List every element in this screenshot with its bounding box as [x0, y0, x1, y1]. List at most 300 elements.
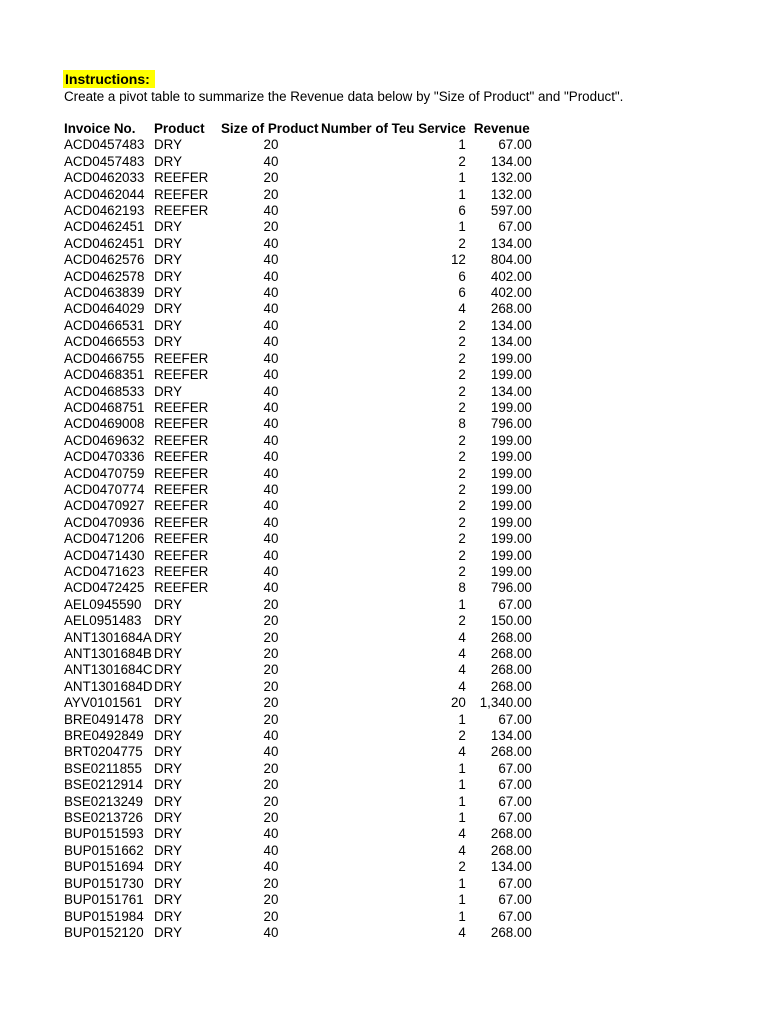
cell-size-of-product[interactable]: 20 — [263, 678, 279, 694]
table-row — [64, 531, 532, 547]
table-row — [64, 400, 532, 416]
cell-product[interactable]: REEFER — [154, 449, 209, 465]
cell-size-of-product[interactable]: 20 — [263, 777, 279, 793]
cell-number-of-teu-service[interactable]: 1 — [458, 892, 466, 908]
cell-revenue[interactable]: 796.00 — [490, 580, 532, 596]
header-product[interactable]: Product — [154, 121, 205, 136]
cell-revenue[interactable]: 268.00 — [490, 646, 532, 661]
cell-revenue[interactable]: 134.00 — [490, 317, 532, 333]
cell-number-of-teu-service[interactable]: 2 — [458, 613, 466, 629]
table-row — [64, 301, 532, 317]
table-row — [64, 203, 532, 219]
cell-revenue[interactable]: 67.00 — [498, 777, 532, 793]
revenue-data-table — [64, 121, 532, 941]
cell-number-of-teu-service[interactable]: 1 — [458, 777, 466, 793]
cell-size-of-product[interactable]: 40 — [263, 531, 279, 547]
cell-product[interactable]: REEFER — [154, 547, 209, 563]
cell-invoice-no[interactable]: ACD0471430 — [64, 547, 145, 563]
cell-invoice-no[interactable]: ACD0462576 — [64, 252, 145, 268]
cell-number-of-teu-service[interactable]: 6 — [458, 268, 466, 284]
cell-size-of-product[interactable]: 40 — [263, 744, 279, 760]
table-row — [64, 630, 532, 646]
cell-product[interactable]: REEFER — [154, 531, 209, 547]
cell-size-of-product[interactable]: 40 — [263, 924, 279, 940]
table-row — [64, 695, 532, 711]
cell-invoice-no[interactable]: ACD0470927 — [64, 498, 145, 514]
cell-revenue[interactable]: 132.00 — [490, 186, 532, 202]
cell-size-of-product[interactable]: 20 — [263, 170, 279, 186]
cell-invoice-no[interactable]: ACD0466531 — [64, 317, 145, 333]
cell-invoice-no[interactable]: BUP0152120 — [64, 924, 144, 940]
table-row — [64, 777, 532, 793]
cell-invoice-no[interactable]: ACD0472425 — [64, 580, 145, 596]
cell-invoice-no[interactable]: BUP0151593 — [64, 826, 144, 842]
cell-size-of-product[interactable]: 20 — [263, 875, 279, 891]
cell-number-of-teu-service[interactable]: 2 — [458, 449, 466, 465]
cell-number-of-teu-service[interactable]: 2 — [458, 367, 466, 383]
cell-size-of-product[interactable]: 40 — [263, 268, 279, 284]
table-row — [64, 154, 532, 170]
cell-number-of-teu-service[interactable]: 6 — [458, 285, 466, 301]
cell-size-of-product[interactable]: 40 — [263, 547, 279, 563]
cell-invoice-no[interactable]: BRT0204775 — [64, 744, 143, 760]
cell-product[interactable]: DRY — [154, 613, 183, 629]
cell-invoice-no[interactable]: ACD0468751 — [64, 399, 145, 415]
cell-product[interactable]: REEFER — [154, 170, 209, 186]
cell-invoice-no[interactable]: ACD0468351 — [64, 367, 145, 383]
cell-product[interactable]: DRY — [154, 924, 183, 940]
cell-size-of-product[interactable]: 40 — [263, 432, 279, 448]
cell-revenue[interactable]: 199.00 — [490, 449, 532, 465]
cell-number-of-teu-service[interactable]: 2 — [458, 728, 466, 744]
cell-revenue[interactable]: 268.00 — [490, 629, 532, 645]
cell-product[interactable]: DRY — [154, 153, 183, 169]
cell-number-of-teu-service[interactable]: 2 — [458, 350, 466, 366]
cell-invoice-no[interactable]: BSE0211855 — [64, 760, 142, 776]
cell-number-of-teu-service[interactable]: 2 — [458, 465, 466, 481]
table-row — [64, 219, 532, 235]
cell-product[interactable]: REEFER — [154, 481, 209, 497]
cell-number-of-teu-service[interactable]: 1 — [458, 810, 466, 826]
cell-size-of-product[interactable]: 20 — [263, 810, 279, 826]
cell-product[interactable]: DRY — [154, 235, 183, 251]
table-header-row — [64, 121, 532, 137]
cell-number-of-teu-service[interactable]: 2 — [458, 235, 466, 251]
cell-size-of-product[interactable]: 40 — [263, 449, 279, 465]
cell-product[interactable]: DRY — [154, 744, 183, 760]
cell-revenue[interactable]: 268.00 — [490, 842, 532, 858]
cell-invoice-no[interactable]: BRE0491478 — [64, 711, 144, 727]
cell-product[interactable]: REEFER — [154, 580, 209, 596]
cell-revenue[interactable]: 199.00 — [490, 350, 532, 366]
cell-product[interactable]: DRY — [154, 646, 183, 661]
table-row — [64, 580, 532, 596]
cell-product[interactable]: REEFER — [154, 186, 209, 202]
cell-invoice-no[interactable]: ACD0470336 — [64, 449, 145, 465]
cell-revenue[interactable]: 268.00 — [490, 744, 532, 760]
cell-number-of-teu-service[interactable]: 2 — [458, 563, 466, 579]
cell-product[interactable]: DRY — [154, 678, 183, 694]
cell-number-of-teu-service[interactable]: 1 — [458, 793, 466, 809]
cell-product[interactable]: REEFER — [154, 367, 209, 383]
cell-revenue[interactable]: 67.00 — [498, 892, 532, 908]
cell-product[interactable]: DRY — [154, 842, 183, 858]
table-row — [64, 744, 532, 760]
cell-product[interactable]: REEFER — [154, 465, 209, 481]
table-row — [64, 433, 532, 449]
cell-size-of-product[interactable]: 40 — [263, 728, 279, 744]
cell-product[interactable]: DRY — [154, 760, 183, 776]
cell-invoice-no[interactable]: ACD0464029 — [64, 301, 145, 317]
cell-invoice-no[interactable]: ACD0466553 — [64, 334, 145, 350]
table-row — [64, 269, 532, 285]
cell-product[interactable]: DRY — [154, 252, 183, 268]
cell-revenue[interactable]: 199.00 — [490, 367, 532, 383]
cell-size-of-product[interactable]: 40 — [263, 416, 279, 432]
cell-invoice-no[interactable]: ANT1301684C — [64, 662, 153, 678]
cell-invoice-no[interactable]: ACD0462033 — [64, 170, 145, 186]
cell-invoice-no[interactable]: ACD0462193 — [64, 203, 145, 219]
cell-product[interactable]: DRY — [154, 629, 183, 645]
cell-product[interactable]: DRY — [154, 793, 183, 809]
table-row — [64, 170, 532, 186]
cell-invoice-no[interactable]: ACD0457483 — [64, 153, 145, 169]
cell-invoice-no[interactable]: BUP0151730 — [64, 875, 144, 891]
cell-invoice-no[interactable]: ANT1301684A — [64, 629, 152, 645]
cell-number-of-teu-service[interactable]: 4 — [458, 826, 466, 842]
cell-invoice-no[interactable]: ACD0469632 — [64, 432, 145, 448]
cell-invoice-no[interactable]: BRE0492849 — [64, 728, 144, 744]
table-row — [64, 826, 532, 842]
cell-revenue[interactable]: 199.00 — [490, 432, 532, 448]
cell-number-of-teu-service[interactable]: 2 — [458, 432, 466, 448]
cell-product[interactable]: REEFER — [154, 514, 209, 530]
instructions-text: Create a pivot table to summarize the Revenue data below by "Size of Product" and "Product". — [64, 89, 624, 104]
cell-invoice-no[interactable]: BUP0151761 — [64, 892, 144, 908]
cell-revenue[interactable]: 67.00 — [498, 875, 532, 891]
cell-number-of-teu-service[interactable]: 2 — [458, 317, 466, 333]
cell-revenue[interactable]: 150.00 — [490, 613, 532, 629]
table-row — [64, 761, 532, 777]
table-row — [64, 909, 532, 925]
table-row — [64, 925, 532, 941]
cell-invoice-no[interactable]: ACD0470759 — [64, 465, 145, 481]
cell-size-of-product[interactable]: 20 — [263, 760, 279, 776]
cell-revenue[interactable]: 199.00 — [490, 563, 532, 579]
cell-invoice-no[interactable]: ANT1301684B — [64, 646, 152, 661]
table-row — [64, 449, 532, 465]
cell-product[interactable]: DRY — [154, 777, 183, 793]
cell-invoice-no[interactable]: ACD0468533 — [64, 383, 145, 399]
table-row — [64, 679, 532, 695]
cell-number-of-teu-service[interactable]: 20 — [450, 695, 466, 711]
cell-number-of-teu-service[interactable]: 1 — [458, 908, 466, 924]
cell-product[interactable]: REEFER — [154, 350, 209, 366]
cell-number-of-teu-service[interactable]: 8 — [458, 580, 466, 596]
table-row — [64, 597, 532, 613]
cell-number-of-teu-service[interactable]: 4 — [458, 744, 466, 760]
cell-number-of-teu-service[interactable]: 2 — [458, 481, 466, 497]
cell-size-of-product[interactable]: 40 — [263, 563, 279, 579]
table-row — [64, 515, 532, 531]
cell-invoice-no[interactable]: ACD0471206 — [64, 531, 145, 547]
cell-revenue[interactable]: 67.00 — [498, 711, 532, 727]
header-invoice-no[interactable]: Invoice No. — [64, 121, 136, 136]
cell-invoice-no[interactable]: BUP0151694 — [64, 859, 144, 875]
table-row — [64, 728, 532, 744]
cell-size-of-product[interactable]: 20 — [263, 646, 279, 661]
cell-size-of-product[interactable]: 40 — [263, 859, 279, 875]
cell-revenue[interactable]: 199.00 — [490, 498, 532, 514]
header-size-of-product[interactable]: Size of Product — [221, 121, 319, 136]
cell-revenue[interactable]: 199.00 — [490, 514, 532, 530]
table-row — [64, 876, 532, 892]
cell-size-of-product[interactable]: 20 — [263, 629, 279, 645]
cell-revenue[interactable]: 199.00 — [490, 531, 532, 547]
table-row — [64, 498, 532, 514]
cell-revenue[interactable]: 199.00 — [490, 399, 532, 415]
cell-revenue[interactable]: 796.00 — [490, 416, 532, 432]
cell-number-of-teu-service[interactable]: 6 — [458, 203, 466, 219]
cell-size-of-product[interactable]: 40 — [263, 334, 279, 350]
cell-size-of-product[interactable]: 20 — [263, 219, 279, 235]
table-body — [64, 137, 532, 941]
cell-revenue[interactable]: 199.00 — [490, 481, 532, 497]
cell-revenue[interactable]: 402.00 — [490, 285, 532, 301]
cell-product[interactable]: REEFER — [154, 416, 209, 432]
cell-revenue[interactable]: 67.00 — [498, 219, 532, 235]
cell-invoice-no[interactable]: ACD0462044 — [64, 186, 145, 202]
table-row — [64, 810, 532, 826]
cell-number-of-teu-service[interactable]: 4 — [458, 629, 466, 645]
cell-number-of-teu-service[interactable]: 2 — [458, 514, 466, 530]
cell-revenue[interactable]: 134.00 — [490, 334, 532, 350]
cell-invoice-no[interactable]: ACD0463839 — [64, 285, 145, 301]
cell-invoice-no[interactable]: AYV0101561 — [64, 695, 142, 711]
cell-product[interactable]: DRY — [154, 596, 183, 612]
cell-number-of-teu-service[interactable]: 12 — [450, 252, 466, 268]
table-row — [64, 252, 532, 268]
cell-product[interactable]: DRY — [154, 875, 183, 891]
cell-size-of-product[interactable]: 20 — [263, 186, 279, 202]
cell-product[interactable]: DRY — [154, 268, 183, 284]
cell-revenue[interactable]: 268.00 — [490, 924, 532, 940]
table-row — [64, 285, 532, 301]
cell-revenue[interactable]: 67.00 — [498, 810, 532, 826]
cell-product[interactable]: DRY — [154, 137, 183, 153]
cell-number-of-teu-service[interactable]: 4 — [458, 646, 466, 661]
cell-revenue[interactable]: 67.00 — [498, 908, 532, 924]
table-row — [64, 137, 532, 153]
cell-size-of-product[interactable]: 40 — [263, 514, 279, 530]
header-revenue[interactable]: Revenue — [473, 121, 530, 136]
cell-size-of-product[interactable]: 40 — [263, 580, 279, 596]
cell-number-of-teu-service[interactable]: 2 — [458, 153, 466, 169]
cell-size-of-product[interactable]: 20 — [263, 711, 279, 727]
cell-product[interactable]: DRY — [154, 285, 183, 301]
cell-number-of-teu-service[interactable]: 4 — [458, 842, 466, 858]
cell-product[interactable]: DRY — [154, 859, 183, 875]
cell-size-of-product[interactable]: 40 — [263, 285, 279, 301]
cell-number-of-teu-service[interactable]: 1 — [458, 170, 466, 186]
table-row — [64, 613, 532, 629]
cell-size-of-product[interactable]: 40 — [263, 350, 279, 366]
header-number-of-teu-service[interactable]: Number of Teu Service — [321, 121, 466, 136]
cell-size-of-product[interactable]: 20 — [263, 793, 279, 809]
cell-size-of-product[interactable]: 40 — [263, 367, 279, 383]
cell-product[interactable]: REEFER — [154, 399, 209, 415]
cell-size-of-product[interactable]: 20 — [263, 892, 279, 908]
cell-size-of-product[interactable]: 40 — [263, 465, 279, 481]
cell-product[interactable]: REEFER — [154, 203, 209, 219]
cell-size-of-product[interactable]: 40 — [263, 153, 279, 169]
cell-revenue[interactable]: 134.00 — [490, 859, 532, 875]
cell-invoice-no[interactable]: ACD0462578 — [64, 268, 145, 284]
cell-invoice-no[interactable]: ACD0466755 — [64, 350, 145, 366]
cell-revenue[interactable]: 134.00 — [490, 383, 532, 399]
cell-size-of-product[interactable]: 40 — [263, 826, 279, 842]
table-row — [64, 794, 532, 810]
cell-size-of-product[interactable]: 40 — [263, 252, 279, 268]
table-row — [64, 187, 532, 203]
cell-revenue[interactable]: 268.00 — [490, 678, 532, 694]
cell-product[interactable]: DRY — [154, 301, 183, 317]
table-row — [64, 548, 532, 564]
cell-invoice-no[interactable]: AEL0951483 — [64, 613, 142, 629]
table-row — [64, 236, 532, 252]
cell-number-of-teu-service[interactable]: 4 — [458, 662, 466, 678]
cell-invoice-no[interactable]: AEL0945590 — [64, 596, 142, 612]
cell-number-of-teu-service[interactable]: 2 — [458, 547, 466, 563]
cell-number-of-teu-service[interactable]: 2 — [458, 859, 466, 875]
cell-size-of-product[interactable]: 20 — [263, 613, 279, 629]
cell-size-of-product[interactable]: 40 — [263, 203, 279, 219]
cell-revenue[interactable]: 597.00 — [490, 203, 532, 219]
instructions-heading: Instructions: — [63, 70, 155, 88]
table-row — [64, 646, 532, 662]
cell-invoice-no[interactable]: ACD0457483 — [64, 137, 145, 153]
cell-size-of-product[interactable]: 40 — [263, 383, 279, 399]
cell-revenue[interactable]: 134.00 — [490, 235, 532, 251]
cell-revenue[interactable]: 199.00 — [490, 465, 532, 481]
cell-size-of-product[interactable]: 40 — [263, 399, 279, 415]
cell-number-of-teu-service[interactable]: 1 — [458, 760, 466, 776]
cell-number-of-teu-service[interactable]: 2 — [458, 531, 466, 547]
cell-number-of-teu-service[interactable]: 1 — [458, 711, 466, 727]
cell-invoice-no[interactable]: ACD0470774 — [64, 481, 145, 497]
cell-invoice-no[interactable]: BSE0213249 — [64, 793, 143, 809]
cell-number-of-teu-service[interactable]: 2 — [458, 383, 466, 399]
cell-product[interactable]: DRY — [154, 317, 183, 333]
cell-number-of-teu-service[interactable]: 1 — [458, 219, 466, 235]
cell-revenue[interactable]: 268.00 — [490, 301, 532, 317]
cell-size-of-product[interactable]: 20 — [263, 596, 279, 612]
cell-revenue[interactable]: 1,340.00 — [479, 695, 532, 711]
cell-revenue[interactable]: 268.00 — [490, 826, 532, 842]
cell-size-of-product[interactable]: 40 — [263, 317, 279, 333]
cell-number-of-teu-service[interactable]: 2 — [458, 334, 466, 350]
cell-revenue[interactable]: 67.00 — [498, 137, 532, 153]
table-row — [64, 859, 532, 875]
cell-size-of-product[interactable]: 20 — [263, 695, 279, 711]
cell-number-of-teu-service[interactable]: 2 — [458, 498, 466, 514]
cell-revenue[interactable]: 402.00 — [490, 268, 532, 284]
cell-revenue[interactable]: 67.00 — [498, 760, 532, 776]
cell-product[interactable]: DRY — [154, 728, 183, 744]
cell-product[interactable]: REEFER — [154, 563, 209, 579]
cell-invoice-no[interactable]: ACD0470936 — [64, 514, 145, 530]
cell-number-of-teu-service[interactable]: 1 — [458, 137, 466, 153]
cell-invoice-no[interactable]: ACD0462451 — [64, 219, 145, 235]
table-row — [64, 416, 532, 432]
cell-invoice-no[interactable]: BSE0213726 — [64, 810, 143, 826]
cell-number-of-teu-service[interactable]: 1 — [458, 875, 466, 891]
table-row — [64, 466, 532, 482]
cell-number-of-teu-service[interactable]: 4 — [458, 678, 466, 694]
cell-revenue[interactable]: 132.00 — [490, 170, 532, 186]
table-row — [64, 892, 532, 908]
cell-revenue[interactable]: 199.00 — [490, 547, 532, 563]
cell-revenue[interactable]: 67.00 — [498, 596, 532, 612]
cell-size-of-product[interactable]: 40 — [263, 842, 279, 858]
cell-product[interactable]: DRY — [154, 908, 183, 924]
table-row — [64, 334, 532, 350]
cell-product[interactable]: DRY — [154, 334, 183, 350]
cell-invoice-no[interactable]: ACD0462451 — [64, 235, 145, 251]
cell-size-of-product[interactable]: 40 — [263, 301, 279, 317]
cell-number-of-teu-service[interactable]: 1 — [458, 186, 466, 202]
cell-product[interactable]: DRY — [154, 892, 183, 908]
cell-number-of-teu-service[interactable]: 4 — [458, 924, 466, 940]
cell-size-of-product[interactable]: 20 — [263, 662, 279, 678]
cell-invoice-no[interactable]: BUP0151984 — [64, 908, 144, 924]
cell-product[interactable]: REEFER — [154, 498, 209, 514]
cell-invoice-no[interactable]: ACD0471623 — [64, 563, 145, 579]
cell-size-of-product[interactable]: 20 — [263, 137, 279, 153]
cell-size-of-product[interactable]: 40 — [263, 481, 279, 497]
cell-product[interactable]: DRY — [154, 383, 183, 399]
table-row — [64, 318, 532, 334]
cell-product[interactable]: DRY — [154, 826, 183, 842]
cell-revenue[interactable]: 134.00 — [490, 728, 532, 744]
cell-invoice-no[interactable]: BSE0212914 — [64, 777, 143, 793]
cell-number-of-teu-service[interactable]: 1 — [458, 596, 466, 612]
cell-product[interactable]: DRY — [154, 219, 183, 235]
cell-revenue[interactable]: 134.00 — [490, 153, 532, 169]
table-row — [64, 482, 532, 498]
cell-revenue[interactable]: 67.00 — [498, 793, 532, 809]
cell-revenue[interactable]: 804.00 — [490, 252, 532, 268]
cell-product[interactable]: DRY — [154, 810, 183, 826]
cell-number-of-teu-service[interactable]: 8 — [458, 416, 466, 432]
table-row — [64, 712, 532, 728]
cell-invoice-no[interactable]: ACD0469008 — [64, 416, 145, 432]
cell-product[interactable]: DRY — [154, 711, 183, 727]
cell-invoice-no[interactable]: ANT1301684D — [64, 678, 153, 694]
cell-size-of-product[interactable]: 20 — [263, 908, 279, 924]
cell-number-of-teu-service[interactable]: 2 — [458, 399, 466, 415]
cell-number-of-teu-service[interactable]: 4 — [458, 301, 466, 317]
table-row — [64, 367, 532, 383]
cell-size-of-product[interactable]: 40 — [263, 498, 279, 514]
cell-revenue[interactable]: 268.00 — [490, 662, 532, 678]
table-row — [64, 384, 532, 400]
cell-size-of-product[interactable]: 40 — [263, 235, 279, 251]
cell-product[interactable]: DRY — [154, 695, 183, 711]
cell-product[interactable]: REEFER — [154, 432, 209, 448]
cell-product[interactable]: DRY — [154, 662, 183, 678]
cell-invoice-no[interactable]: BUP0151662 — [64, 842, 144, 858]
